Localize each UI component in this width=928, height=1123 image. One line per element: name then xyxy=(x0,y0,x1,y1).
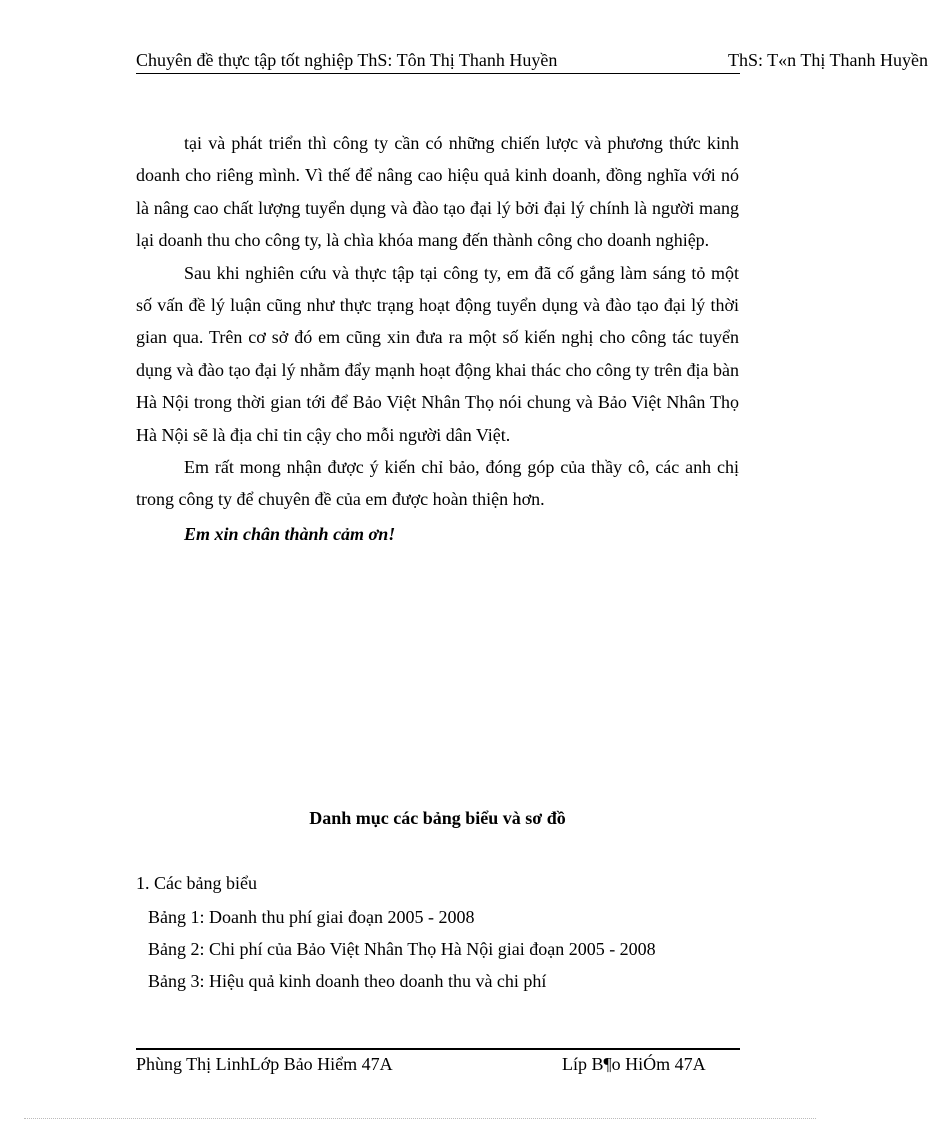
paragraph-1: tại và phát triển thì công ty cần có những chiến lược và phương thức kinh doanh cho riêng mình. Vì thế để nâng cao hiệu quả kinh doanh, đồng nghĩa với nó là nâng cao chất lượng tuyển dụng và đào tạo đại lý bởi đại lý chính là người mang lại doanh thu cho công ty, là chìa khóa mang đến thành công cho doanh nghiệp. xyxy=(136,133,739,251)
thanks-line: Em xin chân thành cảm ơn! xyxy=(184,523,396,544)
tables-list xyxy=(148,905,656,1001)
page-edge xyxy=(24,1118,816,1119)
footer-divider xyxy=(136,1048,740,1050)
tables-section-heading: 1. Các bảng biểu xyxy=(136,873,257,893)
running-header-advisor: ThS: T«n Thị Thanh Huyền xyxy=(728,50,928,70)
table-entry-3: Bảng 3: Hiệu quả kinh doanh theo doanh thu và chi phí xyxy=(148,971,547,991)
table-entry-1: Bảng 1: Doanh thu phí giai đoạn 2005 - 2008 xyxy=(148,907,475,927)
footer-author: Phùng Thị LinhLớp Bảo Hiểm 47A xyxy=(136,1054,393,1074)
paragraph-3: Em rất mong nhận được ý kiến chỉ bảo, đóng góp của thầy cô, các anh chị trong công ty để chuyên đề của em được hoàn thiện hơn. xyxy=(136,457,739,510)
header-divider xyxy=(136,73,740,74)
paragraph-2: Sau khi nghiên cứu và thực tập tại công ty, em đã cố gắng làm sáng tỏ một số vấn đề lý luận cũng như thực trạng hoạt động tuyển dụng và đào tạo đại lý thời gian qua. Trên cơ sở đó em cũng xin đưa ra một số kiến nghị cho công tác tuyển dụng và đào tạo đại lý nhằm đẩy mạnh hoạt động khai thác cho công ty trên địa bàn Hà Nội trong thời gian tới để Bảo Việt Nhân Thọ nói chung và Bảo Việt Nhân Thọ Hà Nội sẽ là địa chỉ tin cậy cho mỗi người dân Việt. xyxy=(136,262,739,445)
running-header-title: Chuyên đề thực tập tốt nghiệp ThS: Tôn Thị Thanh Huyền xyxy=(136,50,558,70)
table-entry-2: Bảng 2: Chi phí của Bảo Việt Nhân Thọ Hà Nội giai đoạn 2005 - 2008 xyxy=(148,939,656,959)
list-of-tables-title: Danh mục các bảng biểu và sơ đồ xyxy=(309,808,566,828)
footer-class: Líp B¶o HiÓm 47A xyxy=(562,1054,706,1074)
body-text xyxy=(136,127,739,550)
